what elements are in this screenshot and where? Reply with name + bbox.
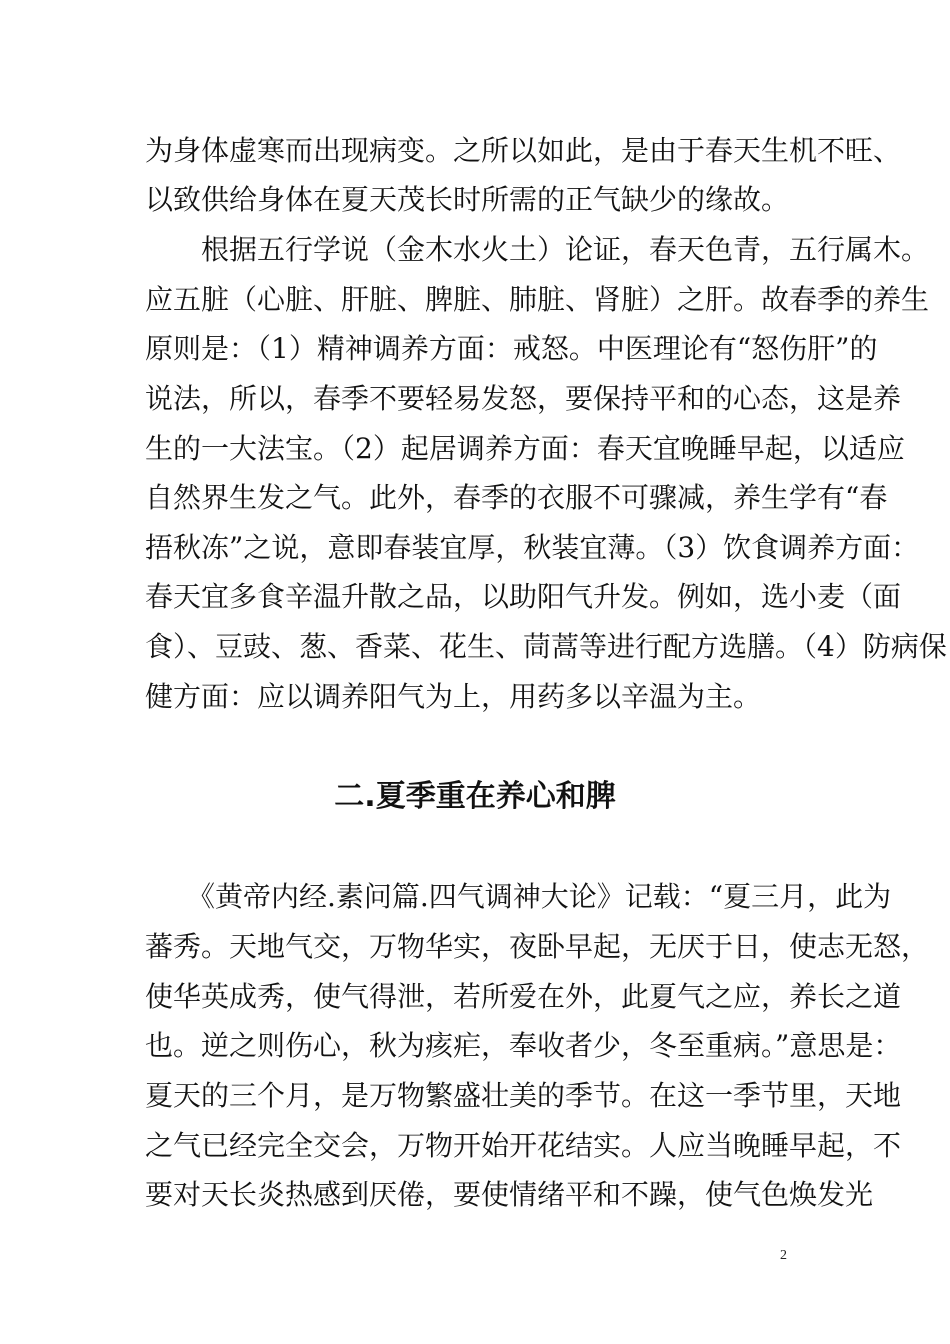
- section-heading: 二.夏季重在养心和脾: [334, 779, 616, 814]
- text-line: 蕃秀。天地气交，万物华实，夜卧早起，无厌于日，使志无怒，: [145, 930, 930, 963]
- text-line: 自然界生发之气。此外，春季的衣服不可骤减，养生学有“春: [145, 481, 888, 514]
- text-line: 生的一大法宝。（2）起居调养方面：春天宜晚睡早起，以适应: [145, 432, 905, 465]
- text-line: 食）、豆豉、葱、香菜、花生、茼蒿等进行配方选膳。（4）防病保: [145, 630, 947, 663]
- text-line: 说法，所以，春季不要轻易发怒，要保持平和的心态，这是养: [145, 382, 902, 415]
- text-line: 春天宜多食辛温升散之品，以助阳气升发。例如，选小麦（面: [145, 580, 902, 613]
- text-line: 使华英成秀，使气得泄，若所爱在外，此夏气之应，养长之道: [145, 980, 902, 1013]
- text-line: 为身体虚寒而出现病变。之所以如此，是由于春天生机不旺、: [145, 134, 902, 167]
- text-line: 夏天的三个月，是万物繁盛壮美的季节。在这一季节里，天地: [145, 1079, 902, 1112]
- text-line: 之气已经完全交会，万物开始开花结实。人应当晚睡早起，不: [145, 1129, 902, 1162]
- text-line: 健方面：应以调养阳气为上，用药多以辛温为主。: [145, 680, 762, 713]
- text-line: 原则是：（1）精神调养方面：戒怒。中医理论有“怒伤肝”的: [145, 332, 878, 365]
- text-line: 应五脏（心脏、肝脏、脾脏、肺脏、肾脏）之肝。故春季的养生: [145, 283, 930, 316]
- text-line: 《黄帝内经.素问篇.四气调神大论》记载：“夏三月，此为: [145, 880, 892, 913]
- text-line: 要对天长炎热感到厌倦，要使情绪平和不躁，使气色焕发光: [145, 1178, 874, 1211]
- text-line: 捂秋冻”之说，意即春装宜厚，秋装宜薄。（3）饮食调养方面：: [145, 531, 920, 564]
- page-number: 2: [780, 1248, 787, 1263]
- text-line: 也。逆之则伤心，秋为痎疟，奉收者少，冬至重病。”意思是：: [145, 1029, 902, 1062]
- text-line: 以致供给身体在夏天茂长时所需的正气缺少的缘故。: [145, 183, 790, 216]
- text-line: 根据五行学说（金木水火土）论证，春天色青，五行属木。: [145, 233, 930, 266]
